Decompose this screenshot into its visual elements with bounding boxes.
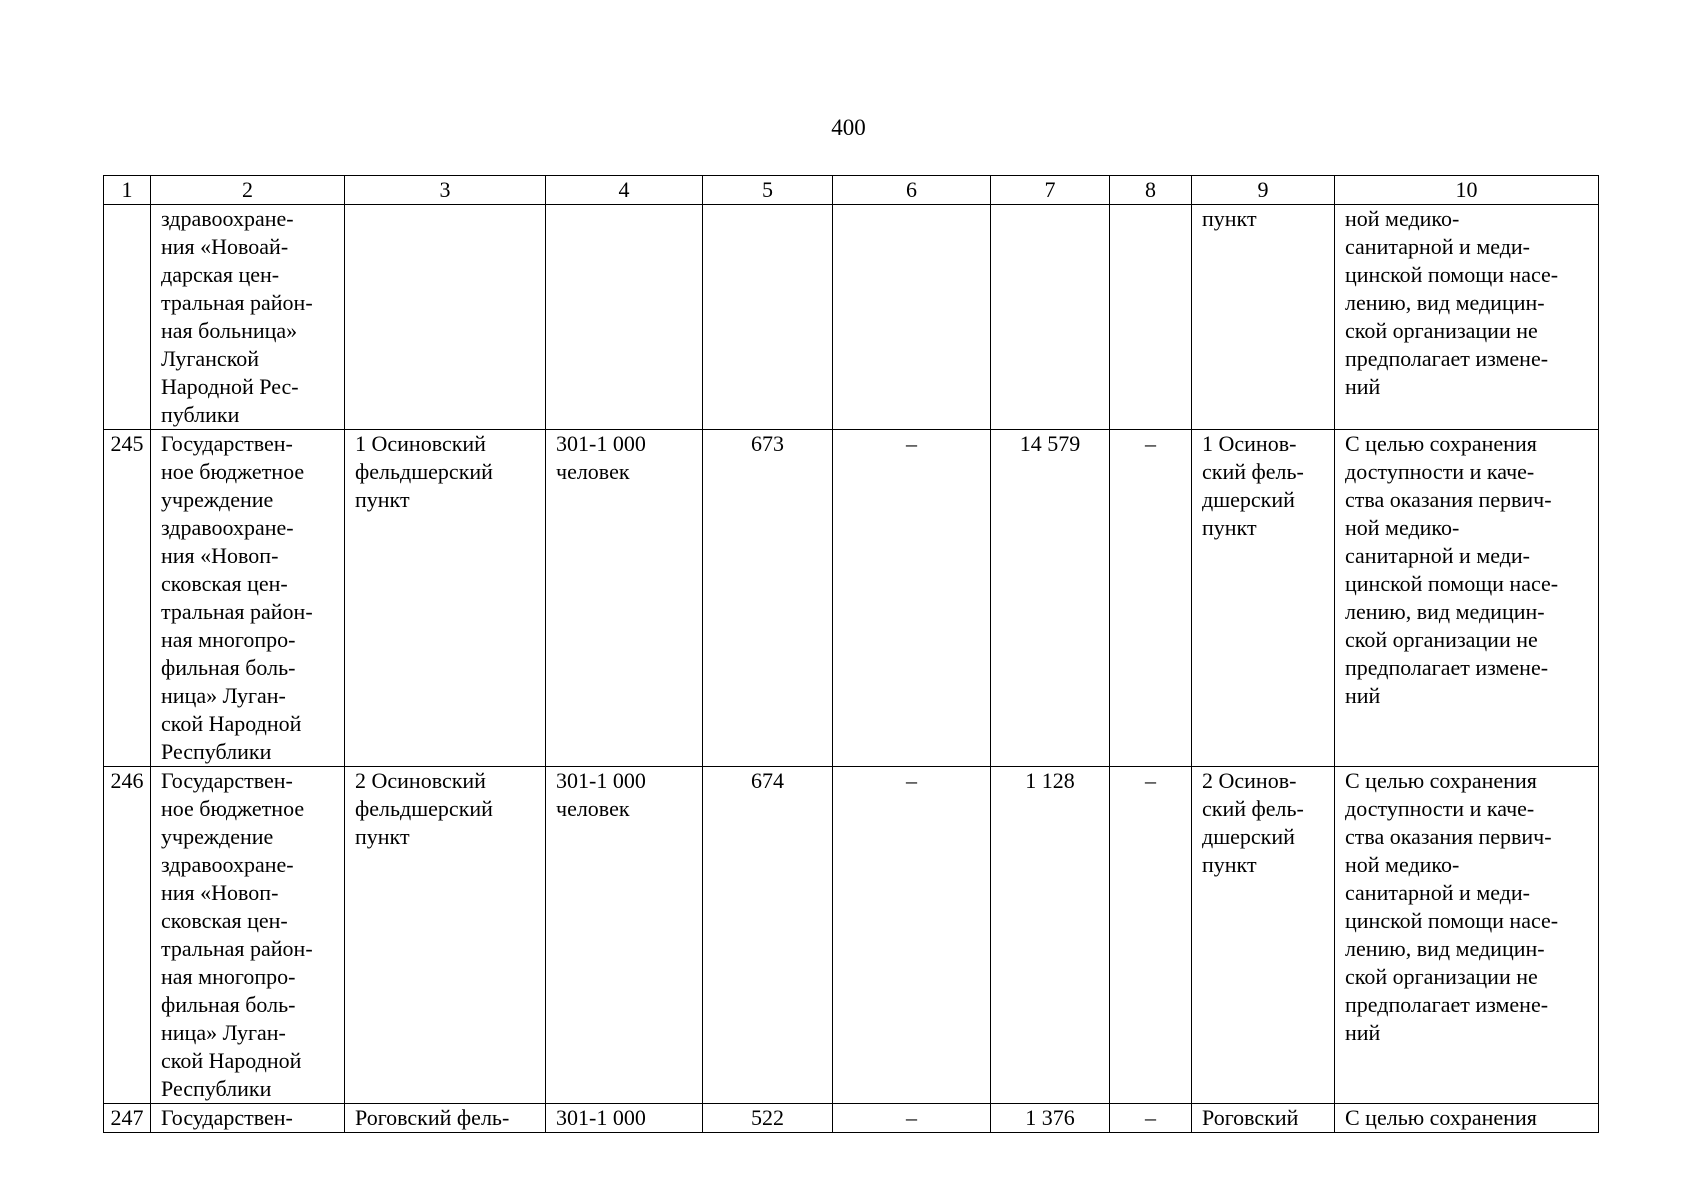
row-number: 245	[104, 430, 151, 767]
column-9-value: Роговский	[1192, 1104, 1335, 1133]
column-8-value: –	[1110, 1104, 1192, 1133]
unit-name	[345, 205, 546, 430]
unit-name: 1 Осиновский фельдшерский пункт	[345, 430, 546, 767]
column-header: 2	[151, 176, 345, 205]
column-header: 9	[1192, 176, 1335, 205]
column-header: 5	[703, 176, 833, 205]
note-text: С целью сохранения доступности и каче- ства оказания первич- ной медико- санитарной и меди- цинской помощи насе- лению, вид медицин- ской организации не предполагает измене- ний	[1335, 767, 1599, 1104]
column-header: 4	[546, 176, 703, 205]
institution-name: Государствен- ное бюджетное учреждение здравоохране- ния «Новоп- сковская цен- тральная район- ная многопро- фильная боль- ница» Луган- ской Народной Республики	[151, 767, 345, 1104]
table-row	[104, 767, 1599, 1104]
population-range: 301-1 000	[546, 1104, 703, 1133]
column-5-value: 522	[703, 1104, 833, 1133]
column-header: 1	[104, 176, 151, 205]
page-number: 400	[831, 115, 866, 140]
column-6-value	[833, 205, 991, 430]
column-5-value: 674	[703, 767, 833, 1104]
column-7-value: 1 376	[991, 1104, 1110, 1133]
column-header: 6	[833, 176, 991, 205]
column-8-value: –	[1110, 767, 1192, 1104]
column-header: 7	[991, 176, 1110, 205]
population-range: 301-1 000 человек	[546, 430, 703, 767]
row-number: 246	[104, 767, 151, 1104]
note-text: ной медико- санитарной и меди- цинской помощи насе- лению, вид медицин- ской организации не предполагает измене- ний	[1335, 205, 1599, 430]
column-7-value: 14 579	[991, 430, 1110, 767]
table-row	[104, 1104, 1599, 1133]
population-range	[546, 205, 703, 430]
note-text: С целью сохранения	[1335, 1104, 1599, 1133]
institution-name: Государствен-	[151, 1104, 345, 1133]
population-range: 301-1 000 человек	[546, 767, 703, 1104]
column-5-value	[703, 205, 833, 430]
column-7-value	[991, 205, 1110, 430]
row-number	[104, 205, 151, 430]
column-9-value: 1 Осинов- ский фель- дшерский пункт	[1192, 430, 1335, 767]
column-6-value: –	[833, 430, 991, 767]
column-header: 10	[1335, 176, 1599, 205]
institution-name: Государствен- ное бюджетное учреждение здравоохране- ния «Новоп- сковская цен- тральная район- ная многопро- фильная боль- ница» Луган- ской Народной Республики	[151, 430, 345, 767]
column-header: 3	[345, 176, 546, 205]
column-header: 8	[1110, 176, 1192, 205]
table-row	[104, 205, 1599, 430]
note-text: С целью сохранения доступности и каче- ства оказания первич- ной медико- санитарной и меди- цинской помощи насе- лению, вид медицин- ской организации не предполагает измене- ний	[1335, 430, 1599, 767]
column-8-value	[1110, 205, 1192, 430]
column-5-value: 673	[703, 430, 833, 767]
institution-name: здравоохране- ния «Новоай- дарская цен- тральная район- ная больница» Луганской Народной Рес- публики	[151, 205, 345, 430]
row-number: 247	[104, 1104, 151, 1133]
table-header-row	[104, 176, 1599, 205]
column-9-value: пункт	[1192, 205, 1335, 430]
unit-name: 2 Осиновский фельдшерский пункт	[345, 767, 546, 1104]
column-7-value: 1 128	[991, 767, 1110, 1104]
column-6-value: –	[833, 767, 991, 1104]
unit-name: Роговский фель-	[345, 1104, 546, 1133]
column-6-value: –	[833, 1104, 991, 1133]
table-row	[104, 430, 1599, 767]
document-table	[103, 175, 1599, 1133]
column-8-value: –	[1110, 430, 1192, 767]
column-9-value: 2 Осинов- ский фель- дшерский пункт	[1192, 767, 1335, 1104]
